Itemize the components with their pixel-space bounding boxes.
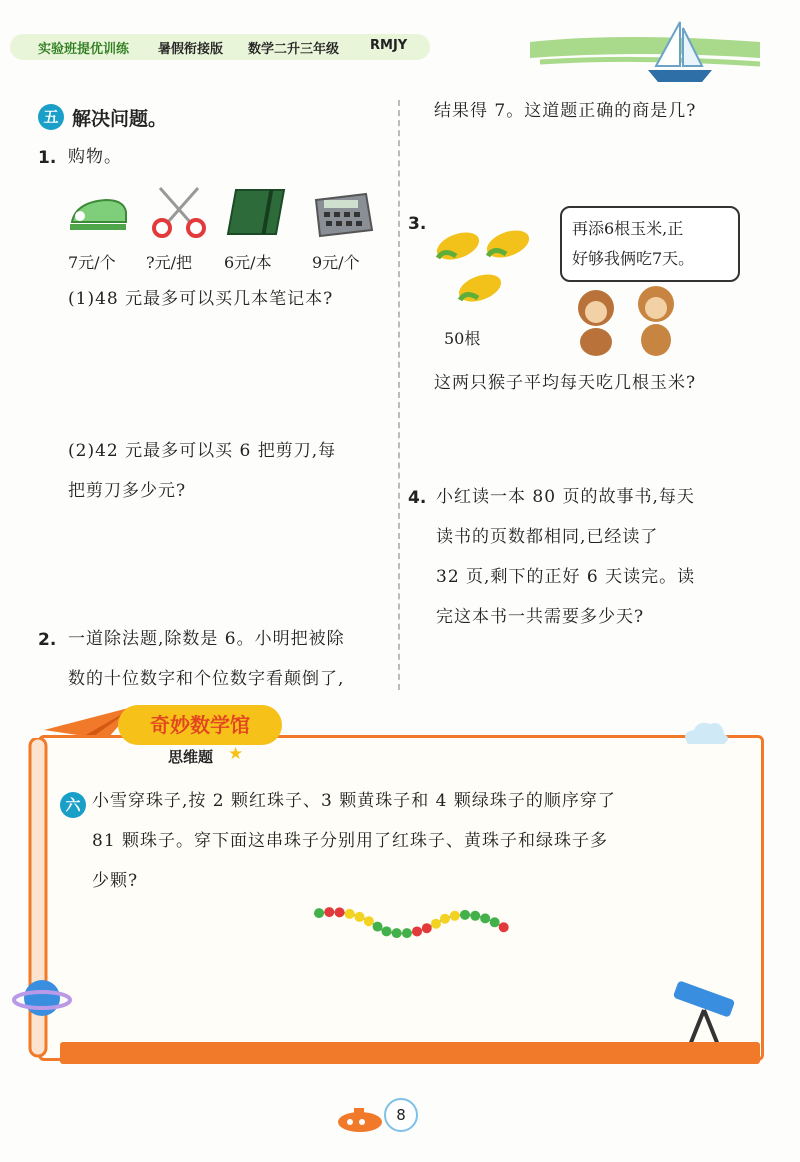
- section-badge: 六: [60, 792, 86, 818]
- question-title: 购物。: [68, 147, 122, 167]
- stapler-icon: [66, 192, 132, 236]
- fun-question-line1: 小雪穿珠子,按 2 颗红珠子、3 颗黄珠子和 4 颗绿珠子的顺序穿了: [92, 791, 616, 811]
- column-divider: [398, 100, 400, 690]
- bead: [392, 928, 402, 938]
- question-number: 2.: [38, 630, 57, 650]
- section-badge: 五: [38, 104, 64, 130]
- price-stapler: 7元/个: [68, 253, 116, 272]
- sub-question-2-line2: 把剪刀多少元?: [68, 481, 187, 501]
- bead: [450, 911, 460, 921]
- price-scissors: ?元/把: [146, 253, 192, 272]
- bead: [314, 908, 324, 918]
- question-number: 4.: [408, 488, 427, 508]
- speech-bubble: [560, 206, 740, 282]
- question-number: 3.: [408, 214, 427, 234]
- bead: [412, 926, 422, 936]
- fun-subtitle: 思维题: [168, 748, 214, 766]
- fun-question-line2: 81 颗珠子。穿下面这串珠子分别用了红珠子、黄珠子和绿珠子多: [92, 831, 609, 851]
- bead: [382, 926, 392, 936]
- notebook-icon: [226, 186, 288, 238]
- bead: [364, 916, 374, 926]
- price-calculator: 9元/个: [312, 253, 360, 272]
- bead: [460, 910, 470, 920]
- fun-question-line3: 少颗?: [92, 871, 139, 891]
- section-title: 解决问题。: [72, 108, 168, 130]
- question-2-line3: 结果得 7。这道题正确的商是几?: [434, 101, 697, 121]
- series-name: 实验班提优训练: [38, 42, 130, 57]
- bubble-line-1: 再添6根玉米,正: [572, 219, 684, 238]
- bead: [355, 912, 365, 922]
- monkeys-icon: [556, 280, 696, 358]
- submarine-icon: [334, 1104, 386, 1134]
- bead: [499, 922, 509, 932]
- question-4-line1: 小红读一本 80 页的故事书,每天: [436, 487, 695, 507]
- bead: [373, 922, 383, 932]
- bead: [324, 907, 334, 917]
- edition-code: RMJY: [370, 38, 408, 53]
- question-3-text: 这两只猴子平均每天吃几根玉米?: [434, 373, 697, 393]
- scissors-icon: [150, 182, 208, 238]
- price-notebook: 6元/本: [224, 253, 272, 272]
- bead: [440, 914, 450, 924]
- bead: [402, 928, 412, 938]
- bead: [431, 919, 441, 929]
- bead: [470, 911, 480, 921]
- corn-icon: [430, 218, 542, 318]
- cloud-icon: [680, 718, 730, 748]
- bead: [490, 917, 500, 927]
- bubble-line-2: 好够我俩吃7天。: [572, 249, 695, 268]
- sub-question-2-line1: (2)42 元最多可以买 6 把剪刀,每: [68, 441, 337, 461]
- bead: [335, 907, 345, 917]
- fun-banner: 奇妙数学馆: [118, 705, 282, 745]
- sub-question-1: (1)48 元最多可以买几本笔记本?: [68, 289, 334, 309]
- question-4-line2: 读书的页数都相同,已经读了: [436, 527, 659, 547]
- bead: [345, 909, 355, 919]
- question-number: 1.: [38, 148, 57, 168]
- question-2-line2: 数的十位数字和个位数字看颠倒了,: [68, 669, 345, 689]
- grade-name: 数学二升三年级: [248, 42, 340, 57]
- calculator-icon: [310, 190, 376, 238]
- corn-count: 50根: [444, 329, 481, 348]
- sailboat-icon: [640, 18, 720, 88]
- planet-icon: [12, 968, 72, 1028]
- bead: [480, 913, 490, 923]
- page-number: 8: [384, 1098, 418, 1132]
- bottom-scroll-bar: [60, 1042, 760, 1064]
- bead: [422, 923, 432, 933]
- bead-string: [312, 900, 512, 944]
- question-4-line4: 完这本书一共需要多少天?: [436, 607, 645, 627]
- question-2-line1: 一道除法题,除数是 6。小明把被除: [68, 629, 345, 649]
- star-icon: ★: [228, 744, 244, 764]
- edition-name: 暑假衔接版: [158, 42, 224, 57]
- question-4-line3: 32 页,剩下的正好 6 天读完。读: [436, 567, 696, 587]
